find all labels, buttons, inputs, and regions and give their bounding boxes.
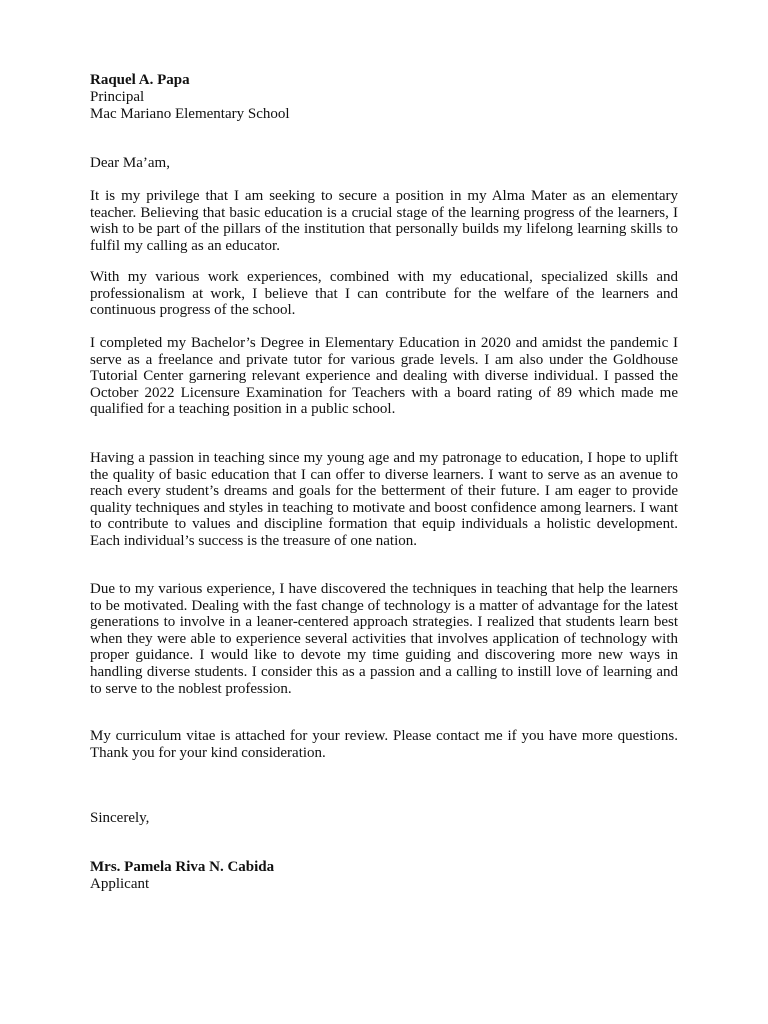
paragraph-passion: Having a passion in teaching since my young age and my patronage to education, I hope to uplift the quality of basic education that I can offer to diverse learners. I want to serve as an avenue to reach every student’s dreams and goals for the betterment of their future. I am eager to provide quality techniques and styles in teaching to motivate and boost confidence among learners. I want to contribute to values and discipline formation that equip individuals a holistic development. Each individual’s success is the treasure of one nation.: [90, 450, 678, 549]
paragraph-experience: With my various work experiences, combined with my educational, specialized skills and professionalism at work, I believe that I can contribute for the welfare of the learners and continuous progress of the school.: [90, 269, 678, 319]
paragraph-education: I completed my Bachelor’s Degree in Elementary Education in 2020 and amidst the pandemic I serve as a freelance and private tutor for various grade levels. I am also under the Goldhouse Tutorial Center garnering relevant experience and dealing with diverse individual. I passed the October 2022 Licensure Examination for Teachers with a board rating of 89 which made me qualified for a teaching position in a public school.: [90, 335, 678, 418]
signer-title: Applicant: [90, 876, 150, 892]
recipient-name: Raquel A. Papa: [90, 72, 190, 88]
recipient-block: [90, 72, 290, 123]
paragraph-closing: My curriculum vitae is attached for your review. Please contact me if you have more questions. Thank you for your kind consideration.: [90, 728, 678, 761]
paragraph-intro: It is my privilege that I am seeking to secure a position in my Alma Mater as an elementary teacher. Believing that basic education is a crucial stage of the learning progress of the learners, I wish to be part of the pillars of the institution that personally builds my lifelong learning skills to fulfil my calling as an educator.: [90, 188, 678, 254]
recipient-title: Principal: [90, 89, 145, 105]
closing-phrase: Sincerely,: [90, 810, 150, 826]
signature-block: [90, 859, 274, 893]
paragraph-techniques: Due to my various experience, I have discovered the techniques in teaching that help the learners to be motivated. Dealing with the fast change of technology is a matter of advantage for the latest generations to involve in a leaner-centered approach strategies. I realized that students learn best when they were able to experience several activities that involves application of technology with proper guidance. I would like to devote my time guiding and discovering more new ways in handling diverse students. I consider this as a passion and a calling to instill love of learning and to serve to the noblest profession.: [90, 581, 678, 697]
recipient-school: Mac Mariano Elementary School: [90, 106, 290, 122]
salutation: Dear Ma’am,: [90, 155, 170, 171]
signer-name: Mrs. Pamela Riva N. Cabida: [90, 859, 275, 875]
